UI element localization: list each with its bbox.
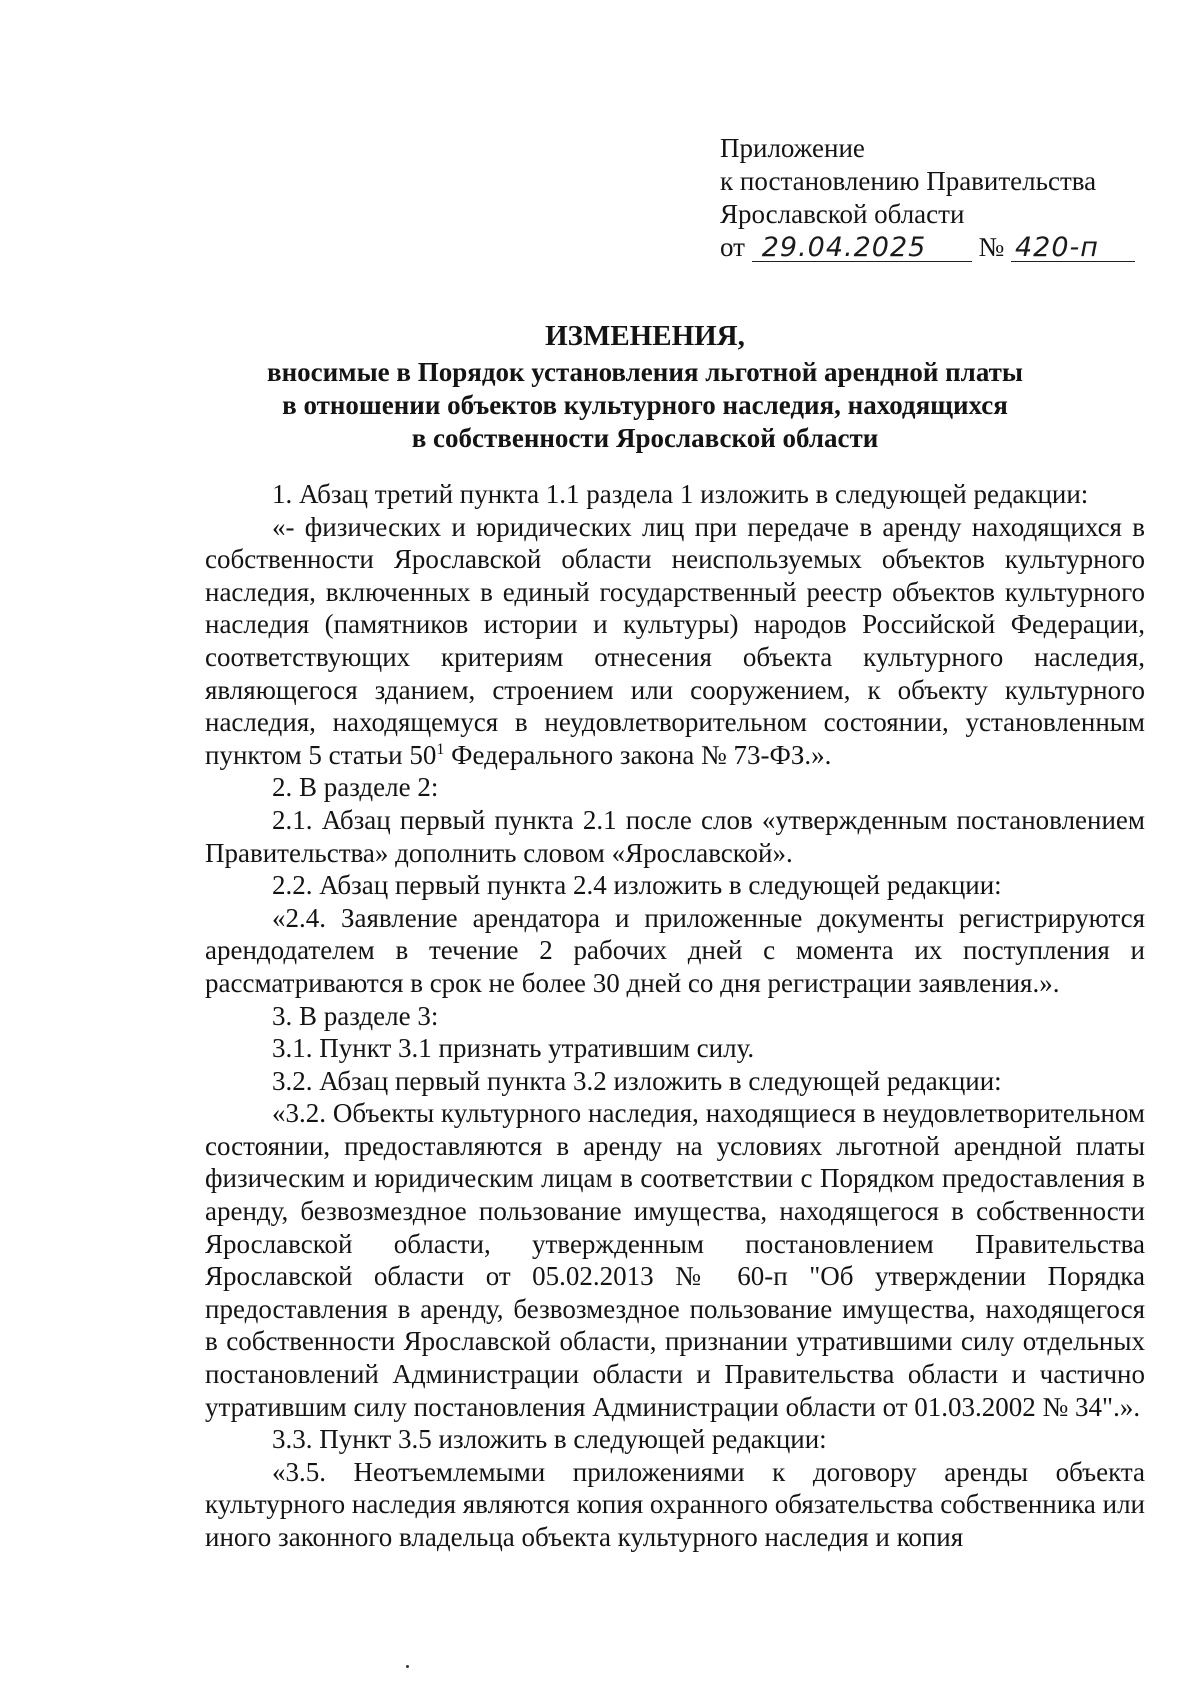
document-title: ИЗМЕНЕНИЯ, xyxy=(545,320,745,352)
paragraph-11: 3.3. Пункт 3.5 изложить в следующей редакции: xyxy=(272,1424,827,1455)
document-subtitle-1: вносимые в Порядок установления льготной арендной платы xyxy=(267,357,1023,387)
paragraph-9: 3.2. Абзац первый пункта 3.2 изложить в следующей редакции: xyxy=(272,1065,1002,1096)
document-body xyxy=(205,478,1145,1554)
appendix-line-1: Приложение xyxy=(720,133,865,163)
paragraph-7: 3. В разделе 3: xyxy=(272,1000,439,1031)
paragraph-3: 2. В разделе 2: xyxy=(272,772,439,803)
appendix-line-3: Ярославской области xyxy=(720,199,965,229)
handwritten-date: 29.04.2025 xyxy=(752,235,972,262)
paragraph-4: 2.1. Абзац первый пункта 2.1 после слов «утвержденным постановлением Правительства» дополнить словом «Ярославской». xyxy=(205,804,1145,868)
from-label: от xyxy=(720,232,745,262)
paragraph-12: «3.5. Неотъемлемыми приложениями к договору аренды объекта культурного наследия являются копия охранного обязательства собственника или иного законного владельца объекта культурного наследия и копия xyxy=(205,1456,1145,1552)
document-heading xyxy=(205,320,1085,455)
document-subtitle-2: в отношении объектов культурного наследия, находящихся xyxy=(282,390,1008,420)
paragraph-8: 3.1. Пункт 3.1 признать утратившим силу. xyxy=(272,1033,755,1064)
superscript: 1 xyxy=(436,740,445,758)
appendix-date-line xyxy=(720,231,1180,264)
appendix-line-2: к постановлению Правительства xyxy=(720,166,1097,196)
paragraph-6: «2.4. Заявление арендатора и приложенные документы регистрируются арендодателем в течение 2 рабочих дней с момента их поступления и рассматриваются в срок не более 30 дней со дня регистрации заявления.». xyxy=(205,902,1145,998)
handwritten-number: 420-п xyxy=(1011,235,1135,262)
paragraph-2-tail: Федерального закона № 73-ФЗ.». xyxy=(444,739,832,770)
number-label: № xyxy=(978,232,1005,262)
scan-speck xyxy=(406,1665,409,1668)
appendix-block xyxy=(720,132,1180,264)
document-subtitle-3: в собственности Ярославской области xyxy=(411,423,879,453)
paragraph-5: 2.2. Абзац первый пункта 2.4 изложить в следующей редакции: xyxy=(272,870,1002,901)
paragraph-10: «3.2. Объекты культурного наследия, находящиеся в неудовлетворительном состоянии, предоставляются в аренду на условиях льготной арендной платы физическим и юридическим лицам в соответствии с Порядком предоставления в аренду, безвозмездное пользование имущества, находящегося в собственности Ярославской области, утвержденным постановлением Правительства Ярославской области от 05.02.2013 № 60-п "Об утверждении Порядка предоставления в аренду, безвозмездное пользование имущества, находящегося в собственности Ярославской области, признании утратившими силу отдельных постановлений Администрации области и Правительства области и частично утратившим силу постановления Администрации области от 01.03.2002 № 34".». xyxy=(205,1098,1145,1422)
paragraph-2-text: «- физических и юридических лиц при передаче в аренду находящихся в собственности Ярославской области неиспользуемых объектов культурного наследия, включенных в единый государственный реестр объектов культурного наследия (памятников истории и культуры) народов Российской Федерации, соответствующих критериям отнесения объекта культурного наследия, являющегося зданием, строением или сооружением, к объекту культурного наследия, находящемуся в неудовлетворительном состоянии, установленным пунктом 5 статьи 50 xyxy=(205,511,1145,770)
paragraph-1: 1. Абзац третий пункта 1.1 раздела 1 изложить в следующей редакции: xyxy=(272,479,1089,509)
paragraph-2 xyxy=(205,511,1145,772)
